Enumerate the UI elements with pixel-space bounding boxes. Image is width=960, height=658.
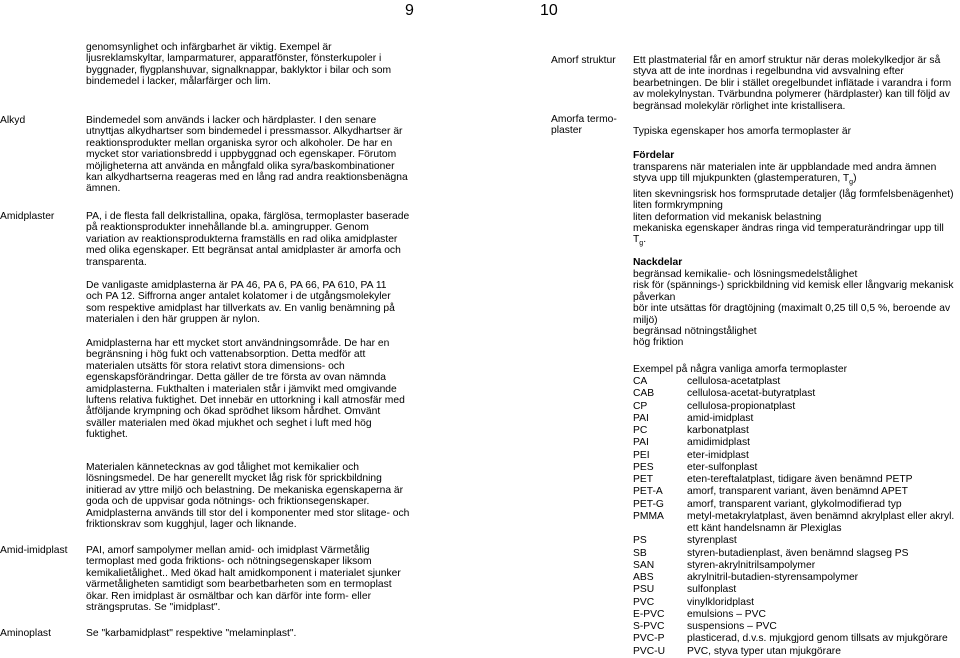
label-aminoplast: Aminoplast (0, 628, 51, 639)
example-desc: styren-butadienplast, även benämnd slagseg PS (687, 547, 909, 559)
amid-paragraph-2: De vanligaste amidplasterna är PA 46, PA 6, PA 66, PA 610, PA 11 och PA 12. Siffrorna anger antalet kolatomer i de utgångsmolekyler som respektive amidplast har tillverkats av. En vanlig benämning på materialen i den här gruppen är nylon. (86, 280, 395, 326)
exempel-heading: Exempel på några vanliga amorfa termoplaster (633, 364, 848, 375)
example-desc: vinylkloridplast (687, 596, 754, 608)
amid-paragraph-4: Materialen kännetecknas av god tålighet mot kemikalier och lösningsmedel. De har generellt mycket låg risk för sprickbildning initierad av yttre miljö och belastning. De mekaniska egenskaperna är goda och de uppvisar goda nötnings- och friktionsegenskaper. Amidplasterna används till stor del i komponenter med stor slitage- och friktionskrav som kugghjul, lager och liknande. (86, 462, 410, 531)
label-amid-imidplast: Amid-imidplast (0, 545, 68, 556)
example-desc: eter-imidplast (687, 449, 749, 461)
fordelar-list: transparens när materialen inte är uppblandade med andra ämnen styva upp till mjukpunkten (glastemperaturen, $T_g$) liten skevningsrisk hos formsprutade detaljer (låg formfelsbenägenhet) liten formkrympning liten deformation vid mekanisk belastning mekaniska egenskaper ändras ringa vid temperaturändringar upp till $T_g$. (633, 162, 954, 248)
example-row (633, 523, 960, 535)
example-row (633, 499, 960, 511)
example-row (633, 425, 960, 437)
example-row (633, 413, 960, 425)
example-abbr: CP (633, 400, 648, 412)
example-row (633, 511, 960, 523)
example-row (633, 609, 960, 621)
example-desc: eter-sulfonplast (687, 461, 758, 473)
example-abbr: PET (633, 474, 654, 485)
page-number-right: 10 (540, 2, 558, 19)
nackdelar-list: begränsad kemikalie- och lösningsmedelstålighet risk för (spännings-) sprickbildning vid kemisk eller långvarig mekanisk påverkan bör inte utsättas för dragtöjning (maximalt 0,25 till 0,5 %, beroende av miljö) begränsad nötningstålighet hög friktion (633, 269, 954, 349)
label-amorf-struktur: Amorf struktur (551, 55, 616, 66)
label-alkyd: Alkyd (0, 115, 26, 126)
example-row (633, 437, 960, 449)
example-row (633, 376, 960, 388)
example-row (633, 572, 960, 584)
example-desc: emulsions – PVC (687, 608, 766, 620)
example-row (633, 560, 960, 572)
example-desc: eten-tereftalatplast, tidigare även benämnd PETP (687, 474, 913, 485)
example-desc: PVC, styva typer utan mjukgörare (687, 645, 841, 657)
example-row (633, 621, 960, 633)
example-abbr: CA (633, 376, 648, 387)
example-abbr: PAI (633, 437, 649, 449)
example-row (633, 584, 960, 596)
example-desc: sulfonplast (687, 584, 737, 596)
example-abbr: PSU (633, 584, 655, 596)
example-desc: cellulosa-propionatplast (687, 400, 796, 412)
example-row (633, 388, 960, 400)
example-row (633, 646, 960, 658)
example-row (633, 597, 960, 609)
example-row (633, 450, 960, 462)
example-abbr: PET-G (633, 498, 664, 510)
example-desc: cellulosa-acetat-butyratplast (687, 388, 816, 400)
example-abbr: PMMA (633, 510, 664, 522)
example-abbr: PET-A (633, 486, 663, 498)
alkyd-paragraph: Bindemedel som används i lacker och härdplaster. I den senare utnyttjas alkydhartser som bindemedel i pressmassor. Alkydhartser är reaktionsprodukter mellan organiska syror och alkoholer. De har en mycket stor variationsbredd i uppbyggnad och egenskaper. Förutom möjligheterna att använda en mångfald olika syra/baskombinationer kan alkydhartserna reageras med en lång rad andra reaktionsbenägna ämnen. (86, 115, 408, 195)
example-desc: styren-akrylnitrilsampolymer (687, 559, 816, 571)
example-abbr: PVC-U (633, 645, 666, 657)
example-desc: styrenplast (687, 535, 737, 547)
example-abbr: PVC-P (633, 633, 665, 645)
page-number-left: 9 (405, 2, 414, 19)
example-abbr: PES (633, 461, 654, 473)
example-row (633, 474, 960, 486)
amid-imid-paragraph: PAI, amorf sampolymer mellan amid- och imidplast Värmetålig termoplast med goda friktions- och nötningsegenskaper liksom kemikalietålighet.. Med ökad halt amidkomponent i materialet sjunker värmetåligheten samtidigt som bearbetbarheten som en termoplast ökar. Ren imidplast är osmältbar och kan därför inte form- eller strängsprutas. Se "imidplast". (86, 545, 401, 614)
example-abbr: SAN (633, 559, 655, 571)
example-desc: amid-imidplast (687, 412, 754, 424)
example-desc: plasticerad, d.v.s. mjukgjord genom tillsats av mjukgörare (687, 633, 948, 645)
example-abbr: PVC (633, 596, 655, 608)
example-row (633, 633, 960, 645)
fordelar-heading: Fördelar (633, 150, 675, 161)
example-row (633, 535, 960, 547)
amid-paragraph-3: Amidplasterna har ett mycket stort användningsområde. De har en begränsning i hög fukt och vattenabsorption. Detta medför att materialen utsätts för stora relativt stora dimensions- och egenskapsförändringar. Detta gäller de tre första av ovan nämnda amidplasterna. Fukthalten i materialen står i jämvikt med omgivande luftens relativa fuktighet. Det innebär en uttorkning i kall atmosfär med åtföljande krympning och ökad sprödhet liksom hårdhet. Omvänt sväller materialen med ökad mjukhet och seghet i luft med hög fuktighet. (86, 338, 405, 441)
label-amorfa-termoplaster: Amorfa termo- plaster (551, 114, 617, 137)
example-row (633, 486, 960, 498)
intro-paragraph: genomsynlighet och infärgbarhet är viktig. Exempel är ljusreklamskyltar, lamparmaturer, apparatfönster, fönsterkupoler i byggnader, flygplanshuvar, signalknappar, baklyktor i bilar och som bindemedel i lacker, målarfärger och lim. (86, 42, 392, 88)
example-abbr: PC (633, 425, 648, 436)
example-desc: amorf, transparent variant, även benämnd APET (687, 486, 908, 498)
example-desc: amidimidplast (687, 437, 750, 449)
example-abbr: E-PVC (633, 608, 665, 620)
example-abbr: S-PVC (633, 621, 665, 632)
typiska-intro: Typiska egenskaper hos amorfa termoplaster är (633, 126, 852, 137)
example-row (633, 401, 960, 413)
amid-paragraph-1: PA, i de flesta fall delkristallina, opaka, färglösa, termoplaster baserade på reaktionsprodukter innehållande bl.a. amingrupper. Genom variation av reaktionsprodukterna framställs en rad olika amidplaster med olika egenskaper. Ett begränsat antal amidplaster är amorfa och transparenta. (86, 211, 410, 268)
amorf-struktur-paragraph: Ett plastmaterial får en amorf struktur när deras molekylkedjor är så styva att de inte inordnas i regelbundna vid avsvalning efter bearbetningen. De blir i stället oregelbundet inflätade i varandra i form av molekylnystan. Tvärbundna polymerer (härdplaster) kan till följd av begränsad molekylär rörlighet inte kristallisera. (633, 55, 952, 112)
example-desc: karbonatplast (687, 425, 749, 436)
aminoplast-text: Se "karbamidplast" respektive "melaminplast". (86, 628, 297, 639)
example-abbr: PEI (633, 449, 650, 461)
example-desc: amorf, transparent variant, glykolmodifierad typ (687, 498, 902, 510)
example-abbr: PAI (633, 412, 649, 424)
example-desc: suspensions – PVC (687, 621, 777, 632)
example-row (633, 462, 960, 474)
example-abbr: CAB (633, 388, 655, 400)
example-desc: ett känt handelsnamn är Plexiglas (687, 523, 842, 534)
example-desc: metyl-metakrylatplast, även benämnd akrylplast eller akryl. (687, 510, 955, 522)
example-desc: akrylnitril-butadien-styrensampolymer (687, 572, 859, 583)
example-abbr: ABS (633, 572, 654, 583)
example-abbr: SB (633, 547, 647, 559)
example-row (633, 548, 960, 560)
example-desc: cellulosa-acetatplast (687, 376, 781, 387)
example-abbr: PS (633, 535, 647, 547)
label-amidplaster: Amidplaster (0, 211, 55, 222)
nackdelar-heading: Nackdelar (633, 257, 683, 268)
